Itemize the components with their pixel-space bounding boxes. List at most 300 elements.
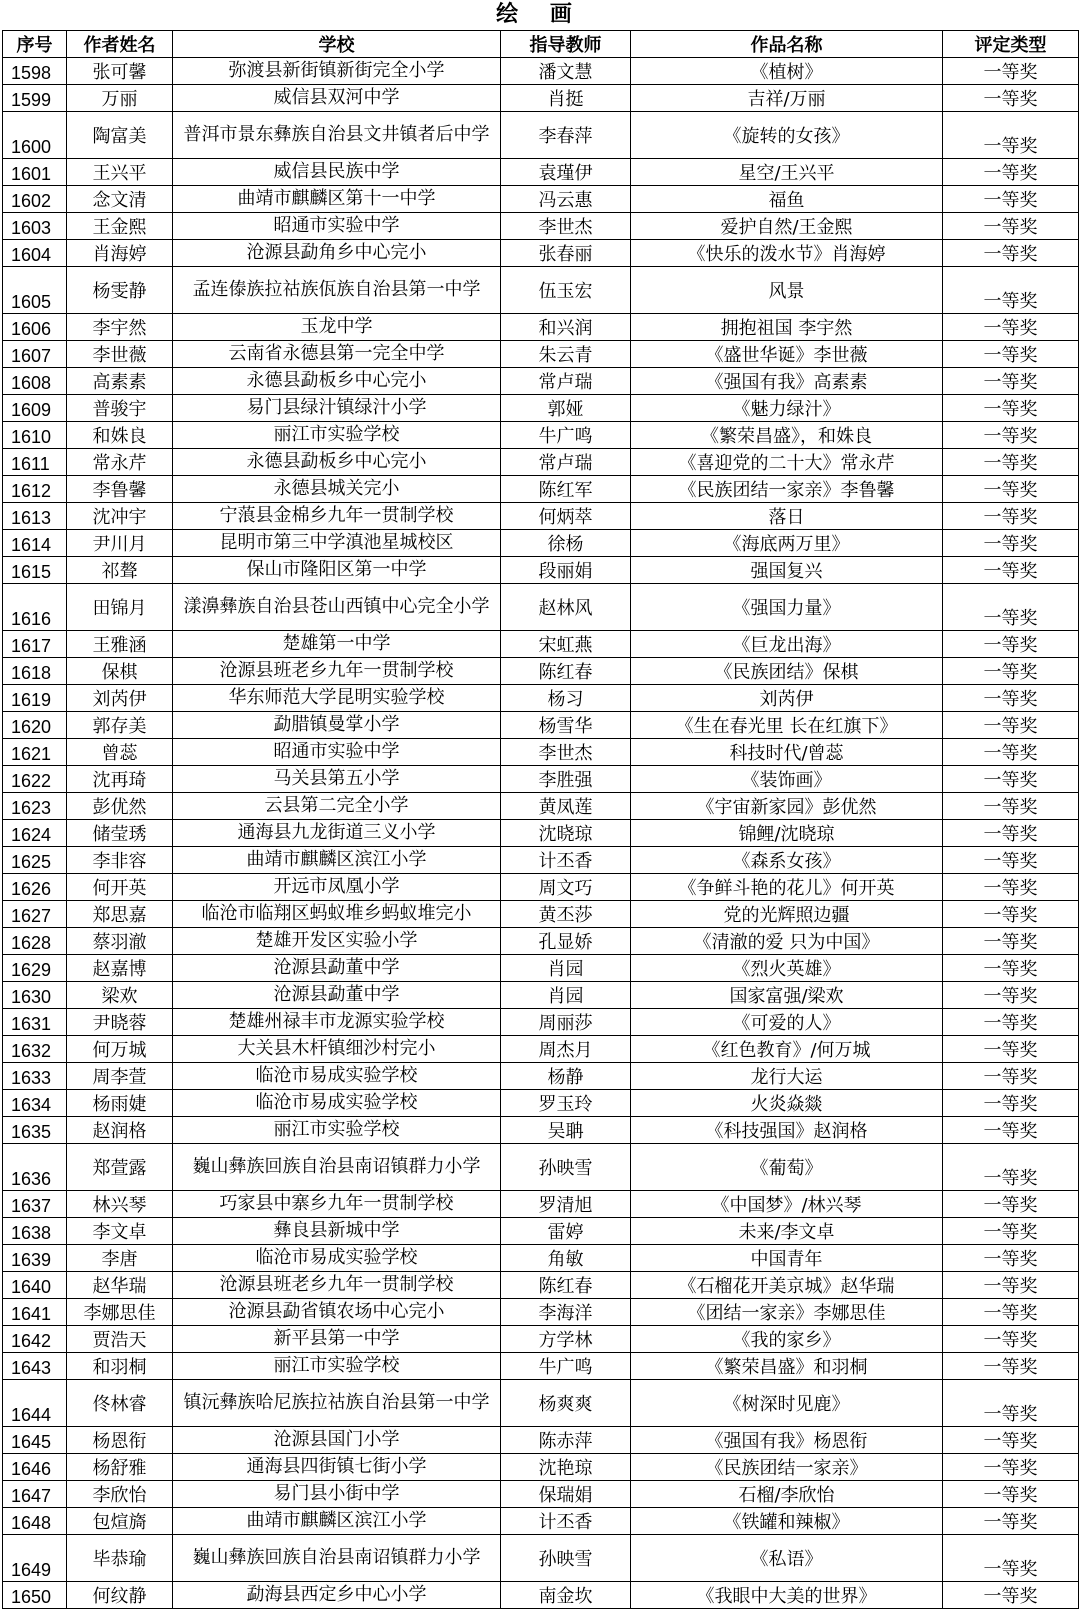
- author-name: 李文卓: [67, 1218, 173, 1245]
- teacher-name: 何炳萃: [501, 503, 631, 530]
- awards-table: [2, 30, 1079, 1609]
- teacher-name: 郭娅: [501, 395, 631, 422]
- work-title: 《植树》: [631, 58, 943, 85]
- row-number: 1598: [3, 58, 67, 85]
- row-number: 1642: [3, 1326, 67, 1353]
- author-name: 杨雯静: [67, 267, 173, 314]
- school-name: 云县第二完全小学: [173, 793, 501, 820]
- table-row: [3, 739, 1079, 766]
- table-row: [3, 1508, 1079, 1535]
- school-name: 弥渡县新街镇新街完全小学: [173, 58, 501, 85]
- row-number: 1635: [3, 1117, 67, 1144]
- author-name: 祁聱: [67, 557, 173, 584]
- table-row: [3, 793, 1079, 820]
- award-type: 一等奖: [943, 449, 1079, 476]
- author-name: 尹川月: [67, 530, 173, 557]
- work-title: 吉祥/万丽: [631, 85, 943, 112]
- row-number: 1601: [3, 159, 67, 186]
- school-name: 漾濞彝族自治县苍山西镇中心完全小学: [173, 584, 501, 631]
- row-number: 1645: [3, 1427, 67, 1454]
- table-row: [3, 584, 1079, 631]
- award-type: 一等奖: [943, 1144, 1079, 1191]
- teacher-name: 雷婷: [501, 1218, 631, 1245]
- author-name: 何开英: [67, 874, 173, 901]
- author-name: 沈冲宇: [67, 503, 173, 530]
- award-type: 一等奖: [943, 368, 1079, 395]
- award-type: 一等奖: [943, 739, 1079, 766]
- award-type: 一等奖: [943, 658, 1079, 685]
- school-name: 丽江市实验学校: [173, 1117, 501, 1144]
- author-name: 佟林睿: [67, 1380, 173, 1427]
- award-type: 一等奖: [943, 1299, 1079, 1326]
- teacher-name: 牛广鸣: [501, 422, 631, 449]
- table-row: [3, 1582, 1079, 1609]
- teacher-name: 李世杰: [501, 213, 631, 240]
- school-name: 昭通市实验中学: [173, 213, 501, 240]
- author-name: 高素素: [67, 368, 173, 395]
- award-type: 一等奖: [943, 1582, 1079, 1609]
- row-number: 1638: [3, 1218, 67, 1245]
- row-number: 1608: [3, 368, 67, 395]
- author-name: 田锦月: [67, 584, 173, 631]
- table-row: [3, 928, 1079, 955]
- school-name: 曲靖市麒麟区滨江小学: [173, 1508, 501, 1535]
- table-row: [3, 712, 1079, 739]
- work-title: 《巨龙出海》: [631, 631, 943, 658]
- award-type: 一等奖: [943, 476, 1079, 503]
- table-row: [3, 982, 1079, 1009]
- teacher-name: 陈红军: [501, 476, 631, 503]
- award-type: 一等奖: [943, 901, 1079, 928]
- row-number: 1606: [3, 314, 67, 341]
- school-name: 沧源县勐省镇农场中心完小: [173, 1299, 501, 1326]
- row-number: 1644: [3, 1380, 67, 1427]
- school-name: 保山市隆阳区第一中学: [173, 557, 501, 584]
- author-name: 刘芮伊: [67, 685, 173, 712]
- work-title: 爱护自然/王金熙: [631, 213, 943, 240]
- school-name: 巍山彝族回族自治县南诏镇群力小学: [173, 1535, 501, 1582]
- table-row: [3, 1380, 1079, 1427]
- author-name: 陶富美: [67, 112, 173, 159]
- school-name: 易门县绿汁镇绿汁小学: [173, 395, 501, 422]
- author-name: 普骏宇: [67, 395, 173, 422]
- header-school: 学校: [173, 31, 501, 58]
- table-row: [3, 1036, 1079, 1063]
- school-name: 沧源县班老乡九年一贯制学校: [173, 1272, 501, 1299]
- work-title: 《石榴花开美京城》赵华瑞: [631, 1272, 943, 1299]
- teacher-name: 周杰月: [501, 1036, 631, 1063]
- author-name: 毕恭瑜: [67, 1535, 173, 1582]
- school-name: 彝良县新城中学: [173, 1218, 501, 1245]
- author-name: 何纹静: [67, 1582, 173, 1609]
- school-name: 通海县九龙街道三义小学: [173, 820, 501, 847]
- school-name: 勐海县西定乡中心小学: [173, 1582, 501, 1609]
- teacher-name: 宋虹燕: [501, 631, 631, 658]
- award-type: 一等奖: [943, 847, 1079, 874]
- teacher-name: 肖挺: [501, 85, 631, 112]
- row-number: 1650: [3, 1582, 67, 1609]
- work-title: 《团结一家亲》李娜思佳: [631, 1299, 943, 1326]
- school-name: 巍山彝族回族自治县南诏镇群力小学: [173, 1144, 501, 1191]
- table-row: [3, 422, 1079, 449]
- author-name: 曾蕊: [67, 739, 173, 766]
- work-title: 科技时代/曾蕊: [631, 739, 943, 766]
- author-name: 王兴平: [67, 159, 173, 186]
- teacher-name: 李春萍: [501, 112, 631, 159]
- award-type: 一等奖: [943, 631, 1079, 658]
- work-title: 石榴/李欣怡: [631, 1481, 943, 1508]
- row-number: 1649: [3, 1535, 67, 1582]
- table-row: [3, 395, 1079, 422]
- table-row: [3, 901, 1079, 928]
- author-name: 何万城: [67, 1036, 173, 1063]
- teacher-name: 牛广鸣: [501, 1353, 631, 1380]
- work-title: 《森系女孩》: [631, 847, 943, 874]
- table-row: [3, 1481, 1079, 1508]
- row-number: 1643: [3, 1353, 67, 1380]
- author-name: 赵华瑞: [67, 1272, 173, 1299]
- work-title: 党的光辉照边疆: [631, 901, 943, 928]
- award-type: 一等奖: [943, 982, 1079, 1009]
- table-row: [3, 1191, 1079, 1218]
- award-type: 一等奖: [943, 712, 1079, 739]
- table-row: [3, 1326, 1079, 1353]
- school-name: 丽江市实验学校: [173, 1353, 501, 1380]
- work-title: 《清澈的爱 只为中国》: [631, 928, 943, 955]
- row-number: 1627: [3, 901, 67, 928]
- row-number: 1602: [3, 186, 67, 213]
- row-number: 1600: [3, 112, 67, 159]
- author-name: 蔡羽澈: [67, 928, 173, 955]
- table-row: [3, 847, 1079, 874]
- table-row: [3, 1090, 1079, 1117]
- school-name: 永德县勐板乡中心完小: [173, 368, 501, 395]
- row-number: 1618: [3, 658, 67, 685]
- school-name: 昆明市第三中学滇池星城校区: [173, 530, 501, 557]
- author-name: 李非容: [67, 847, 173, 874]
- table-row: [3, 1063, 1079, 1090]
- award-type: 一等奖: [943, 85, 1079, 112]
- row-number: 1605: [3, 267, 67, 314]
- header-number: 序号: [3, 31, 67, 58]
- award-type: 一等奖: [943, 422, 1079, 449]
- award-type: 一等奖: [943, 112, 1079, 159]
- work-title: 《争鲜斗艳的花儿》何开英: [631, 874, 943, 901]
- school-name: 玉龙中学: [173, 314, 501, 341]
- award-type: 一等奖: [943, 1454, 1079, 1481]
- work-title: 《民族团结》保棋: [631, 658, 943, 685]
- school-name: 开远市凤凰小学: [173, 874, 501, 901]
- teacher-name: 杨静: [501, 1063, 631, 1090]
- teacher-name: 孙映雪: [501, 1144, 631, 1191]
- row-number: 1604: [3, 240, 67, 267]
- row-number: 1637: [3, 1191, 67, 1218]
- work-title: 未来/李文卓: [631, 1218, 943, 1245]
- work-title: 《强国有我》高素素: [631, 368, 943, 395]
- school-name: 楚雄第一中学: [173, 631, 501, 658]
- row-number: 1616: [3, 584, 67, 631]
- row-number: 1628: [3, 928, 67, 955]
- school-name: 巧家县中寨乡九年一贯制学校: [173, 1191, 501, 1218]
- award-type: 一等奖: [943, 1009, 1079, 1036]
- work-title: 锦鲤/沈晓琼: [631, 820, 943, 847]
- work-title: 《葡萄》: [631, 1144, 943, 1191]
- table-row: [3, 503, 1079, 530]
- row-number: 1647: [3, 1481, 67, 1508]
- school-name: 永德县勐板乡中心完小: [173, 449, 501, 476]
- table-row: [3, 186, 1079, 213]
- work-title: 《可爱的人》: [631, 1009, 943, 1036]
- teacher-name: 段丽娟: [501, 557, 631, 584]
- award-type: 一等奖: [943, 1508, 1079, 1535]
- work-title: 《强国有我》杨恩衔: [631, 1427, 943, 1454]
- row-number: 1621: [3, 739, 67, 766]
- row-number: 1636: [3, 1144, 67, 1191]
- teacher-name: 罗玉玲: [501, 1090, 631, 1117]
- award-type: 一等奖: [943, 159, 1079, 186]
- teacher-name: 周丽莎: [501, 1009, 631, 1036]
- row-number: 1613: [3, 503, 67, 530]
- row-number: 1630: [3, 982, 67, 1009]
- work-title: 《装饰画》: [631, 766, 943, 793]
- work-title: 《我眼中大美的世界》: [631, 1582, 943, 1609]
- table-row: [3, 1427, 1079, 1454]
- school-name: 威信县双河中学: [173, 85, 501, 112]
- table-row: [3, 159, 1079, 186]
- row-number: 1640: [3, 1272, 67, 1299]
- author-name: 赵润格: [67, 1117, 173, 1144]
- award-type: 一等奖: [943, 240, 1079, 267]
- work-title: 《中国梦》/林兴琴: [631, 1191, 943, 1218]
- work-title: 国家富强/梁欢: [631, 982, 943, 1009]
- teacher-name: 冯云惠: [501, 186, 631, 213]
- award-type: 一等奖: [943, 1063, 1079, 1090]
- award-type: 一等奖: [943, 928, 1079, 955]
- teacher-name: 李胜强: [501, 766, 631, 793]
- row-number: 1610: [3, 422, 67, 449]
- author-name: 万丽: [67, 85, 173, 112]
- school-name: 新平县第一中学: [173, 1326, 501, 1353]
- award-type: 一等奖: [943, 1245, 1079, 1272]
- school-name: 云南省永德县第一完全中学: [173, 341, 501, 368]
- author-name: 郭存美: [67, 712, 173, 739]
- teacher-name: 黄丕莎: [501, 901, 631, 928]
- school-name: 楚雄州禄丰市龙源实验学校: [173, 1009, 501, 1036]
- teacher-name: 常卢瑞: [501, 368, 631, 395]
- row-number: 1629: [3, 955, 67, 982]
- author-name: 郑萱露: [67, 1144, 173, 1191]
- award-type: 一等奖: [943, 1090, 1079, 1117]
- work-title: 《强国力量》: [631, 584, 943, 631]
- work-title: 《盛世华诞》李世薇: [631, 341, 943, 368]
- row-number: 1641: [3, 1299, 67, 1326]
- table-row: [3, 530, 1079, 557]
- work-title: 风景: [631, 267, 943, 314]
- work-title: 拥抱祖国 李宇然: [631, 314, 943, 341]
- school-name: 永德县城关完小: [173, 476, 501, 503]
- row-number: 1611: [3, 449, 67, 476]
- school-name: 临沧市易成实验学校: [173, 1245, 501, 1272]
- row-number: 1625: [3, 847, 67, 874]
- row-number: 1634: [3, 1090, 67, 1117]
- award-type: 一等奖: [943, 213, 1079, 240]
- teacher-name: 方学林: [501, 1326, 631, 1353]
- work-title: 《魅力绿汁》: [631, 395, 943, 422]
- row-number: 1631: [3, 1009, 67, 1036]
- table-row: [3, 267, 1079, 314]
- work-title: 《宇宙新家园》彭优然: [631, 793, 943, 820]
- teacher-name: 保瑞娟: [501, 1481, 631, 1508]
- award-type: 一等奖: [943, 1353, 1079, 1380]
- teacher-name: 和兴润: [501, 314, 631, 341]
- row-number: 1623: [3, 793, 67, 820]
- school-name: 大关县木杆镇细沙村完小: [173, 1036, 501, 1063]
- school-name: 镇沅彝族哈尼族拉祜族自治县第一中学: [173, 1380, 501, 1427]
- teacher-name: 沈艳琼: [501, 1454, 631, 1481]
- row-number: 1603: [3, 213, 67, 240]
- author-name: 常永芹: [67, 449, 173, 476]
- award-type: 一等奖: [943, 341, 1079, 368]
- table-row: [3, 685, 1079, 712]
- table-row: [3, 341, 1079, 368]
- work-title: 《铁罐和辣椒》: [631, 1508, 943, 1535]
- award-type: 一等奖: [943, 874, 1079, 901]
- author-name: 李鲁馨: [67, 476, 173, 503]
- award-type: 一等奖: [943, 530, 1079, 557]
- award-type: 一等奖: [943, 503, 1079, 530]
- school-name: 孟连傣族拉祜族佤族自治县第一中学: [173, 267, 501, 314]
- award-type: 一等奖: [943, 557, 1079, 584]
- award-type: 一等奖: [943, 1326, 1079, 1353]
- teacher-name: 朱云青: [501, 341, 631, 368]
- row-number: 1632: [3, 1036, 67, 1063]
- table-row: [3, 240, 1079, 267]
- teacher-name: 伍玉宏: [501, 267, 631, 314]
- school-name: 勐腊镇曼掌小学: [173, 712, 501, 739]
- author-name: 尹晓蓉: [67, 1009, 173, 1036]
- author-name: 李唐: [67, 1245, 173, 1272]
- award-type: 一等奖: [943, 685, 1079, 712]
- teacher-name: 肖园: [501, 982, 631, 1009]
- work-title: 《海底两万里》: [631, 530, 943, 557]
- award-type: 一等奖: [943, 584, 1079, 631]
- work-title: 火炎焱燚: [631, 1090, 943, 1117]
- table-row: [3, 1144, 1079, 1191]
- author-name: 李欣怡: [67, 1481, 173, 1508]
- school-name: 普洱市景东彝族自治县文井镇者后中学: [173, 112, 501, 159]
- work-title: 《红色教育》/何万城: [631, 1036, 943, 1063]
- table-row: [3, 1353, 1079, 1380]
- author-name: 赵嘉博: [67, 955, 173, 982]
- row-number: 1622: [3, 766, 67, 793]
- row-number: 1639: [3, 1245, 67, 1272]
- row-number: 1620: [3, 712, 67, 739]
- teacher-name: 罗清旭: [501, 1191, 631, 1218]
- award-type: 一等奖: [943, 1191, 1079, 1218]
- teacher-name: 杨爽爽: [501, 1380, 631, 1427]
- school-name: 华东师范大学昆明实验学校: [173, 685, 501, 712]
- author-name: 王雅涵: [67, 631, 173, 658]
- award-type: 一等奖: [943, 1380, 1079, 1427]
- table-row: [3, 476, 1079, 503]
- work-title: 《民族团结一家亲》李鲁馨: [631, 476, 943, 503]
- row-number: 1646: [3, 1454, 67, 1481]
- award-type: 一等奖: [943, 1481, 1079, 1508]
- table-row: [3, 658, 1079, 685]
- work-title: 刘芮伊: [631, 685, 943, 712]
- school-name: 易门县小街中学: [173, 1481, 501, 1508]
- table-row: [3, 1218, 1079, 1245]
- header-work: 作品名称: [631, 31, 943, 58]
- teacher-name: 吴聃: [501, 1117, 631, 1144]
- award-type: 一等奖: [943, 1117, 1079, 1144]
- table-row: [3, 449, 1079, 476]
- work-title: 龙行大运: [631, 1063, 943, 1090]
- row-number: 1619: [3, 685, 67, 712]
- teacher-name: 杨习: [501, 685, 631, 712]
- work-title: 《我的家乡》: [631, 1326, 943, 1353]
- school-name: 通海县四街镇七街小学: [173, 1454, 501, 1481]
- author-name: 林兴琴: [67, 1191, 173, 1218]
- table-row: [3, 85, 1079, 112]
- school-name: 临沧市临翔区蚂蚁堆乡蚂蚁堆完小: [173, 901, 501, 928]
- row-number: 1615: [3, 557, 67, 584]
- author-name: 储莹琇: [67, 820, 173, 847]
- work-title: 《私语》: [631, 1535, 943, 1582]
- row-number: 1624: [3, 820, 67, 847]
- table-row: [3, 766, 1079, 793]
- school-name: 马关县第五小学: [173, 766, 501, 793]
- author-name: 周李萱: [67, 1063, 173, 1090]
- author-name: 王金熙: [67, 213, 173, 240]
- teacher-name: 孙映雪: [501, 1535, 631, 1582]
- award-type: 一等奖: [943, 766, 1079, 793]
- teacher-name: 角敏: [501, 1245, 631, 1272]
- school-name: 沧源县国门小学: [173, 1427, 501, 1454]
- row-number: 1626: [3, 874, 67, 901]
- teacher-name: 周文巧: [501, 874, 631, 901]
- school-name: 昭通市实验中学: [173, 739, 501, 766]
- author-name: 彭优然: [67, 793, 173, 820]
- table-row: [3, 1245, 1079, 1272]
- teacher-name: 赵林风: [501, 584, 631, 631]
- teacher-name: 沈晓琼: [501, 820, 631, 847]
- award-type: 一等奖: [943, 1427, 1079, 1454]
- author-name: 张可馨: [67, 58, 173, 85]
- teacher-name: 常卢瑞: [501, 449, 631, 476]
- school-name: 沧源县班老乡九年一贯制学校: [173, 658, 501, 685]
- row-number: 1607: [3, 341, 67, 368]
- teacher-name: 杨雪华: [501, 712, 631, 739]
- award-type: 一等奖: [943, 1535, 1079, 1582]
- work-title: 《树深时见鹿》: [631, 1380, 943, 1427]
- teacher-name: 南金坎: [501, 1582, 631, 1609]
- teacher-name: 袁瑾伊: [501, 159, 631, 186]
- author-name: 杨舒雅: [67, 1454, 173, 1481]
- author-name: 保棋: [67, 658, 173, 685]
- award-type: 一等奖: [943, 314, 1079, 341]
- school-name: 楚雄开发区实验小学: [173, 928, 501, 955]
- school-name: 丽江市实验学校: [173, 422, 501, 449]
- work-title: 福鱼: [631, 186, 943, 213]
- table-row: [3, 1272, 1079, 1299]
- table-row: [3, 58, 1079, 85]
- award-type: 一等奖: [943, 58, 1079, 85]
- row-number: 1612: [3, 476, 67, 503]
- work-title: 星空/王兴平: [631, 159, 943, 186]
- award-type: 一等奖: [943, 267, 1079, 314]
- row-number: 1599: [3, 85, 67, 112]
